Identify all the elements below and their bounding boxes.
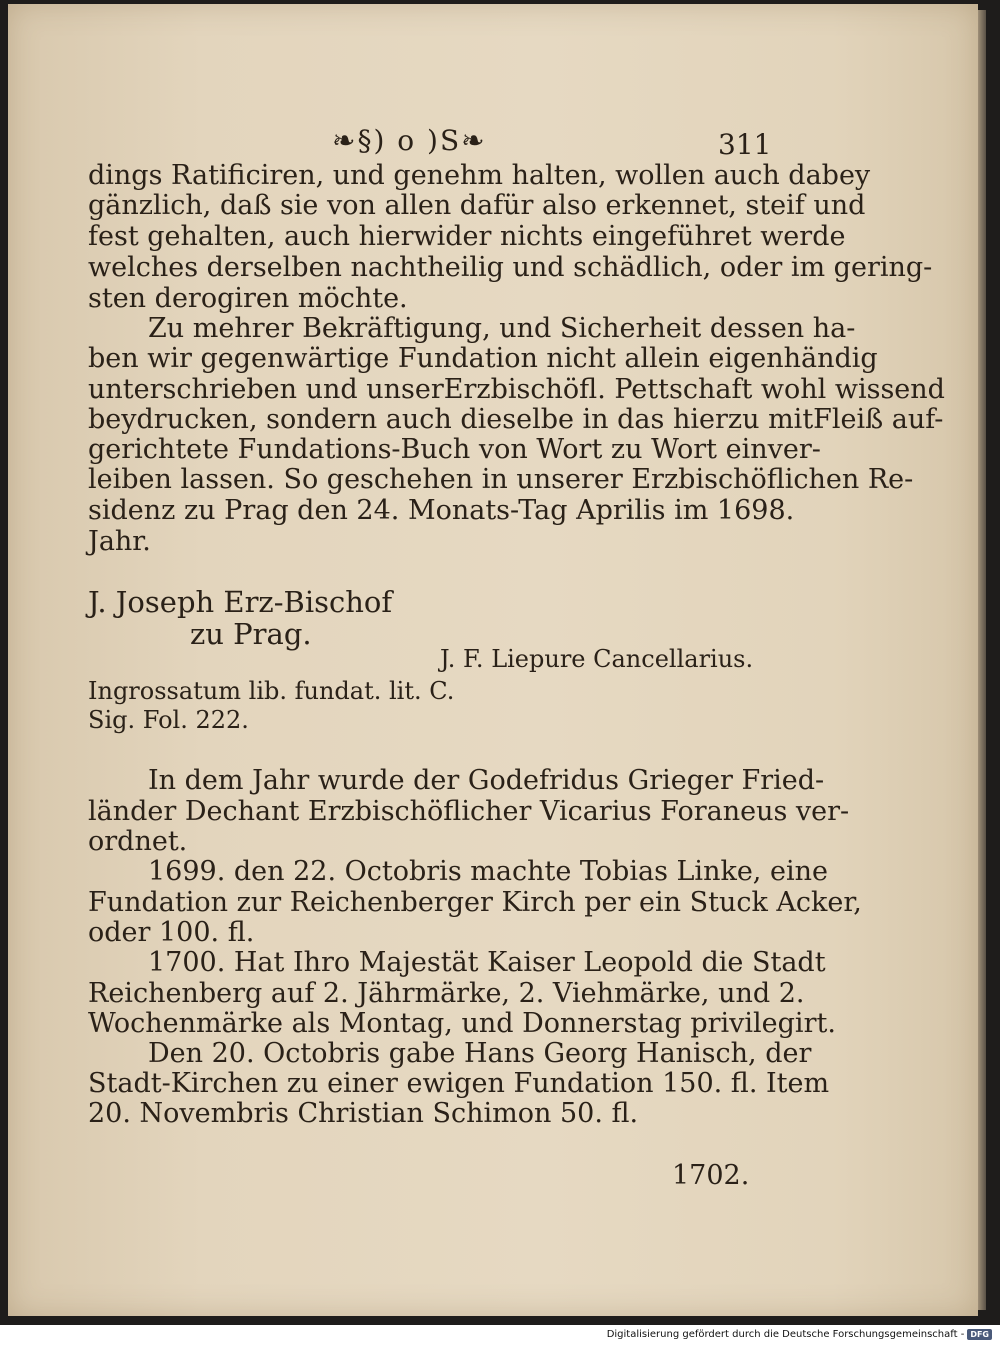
text-line: 20. Novembris Christian Schimon 50. fl. [88,1098,639,1129]
ingrossatum-note: Ingrossatum lib. fundat. lit. C. [88,677,455,705]
text-line: Stadt-Kirchen zu einer ewigen Fundation 150. fl. Item [88,1068,830,1099]
text-line: In dem Jahr wurde der Godefridus Grieger Fried- [148,765,825,796]
chancellor-signature: J. F. Liepure Cancellarius. [440,645,754,673]
digitization-credit [607,1329,992,1340]
text-line: welches derselben nachtheilig und schädlich, oder im gering- [88,252,933,283]
text-line: sidenz zu Prag den 24. Monats-Tag Aprilis im 1698. [88,495,795,526]
page-edge [978,10,986,1310]
signatory-name: J. Joseph Erz-Bischof [88,585,393,619]
page-number: 311 [718,128,772,161]
catchword: 1702. [672,1160,750,1191]
text-line: Wochenmärke als Montag, und Donnerstag privilegirt. [88,1008,836,1039]
text-line: gerichtete Fundations-Buch von Wort zu Wort einver- [88,434,821,465]
credit-text: Digitalisierung gefördert durch die Deutsche Forschungsgemeinschaft - [606,1329,965,1340]
text-line: gänzlich, daß sie von allen dafür also erkennet, steif und [88,190,866,221]
text-line: sten derogiren möchte. [88,283,408,314]
text-line: ben wir gegenwärtige Fundation nicht allein eigenhändig [88,343,878,374]
text-line: Den 20. Octobris gabe Hans Georg Hanisch, der [148,1038,812,1069]
text-line: unterschrieben und unserErzbischöfl. Pettschaft wohl wissend [88,374,945,405]
text-line: länder Dechant Erzbischöflicher Vicarius Foraneus ver- [88,796,850,827]
text-line: Reichenberg auf 2. Jährmärke, 2. Viehmärke, und 2. [88,978,805,1009]
text-line: fest gehalten, auch hierwider nichts eingeführet werde [88,221,846,252]
text-line: Fundation zur Reichenberger Kirch per ein Stuck Acker, [88,887,862,918]
header-ornament: ❧§) o )S❧ [332,124,487,157]
text-line: beydrucken, sondern auch dieselbe in das hierzu mitFleiß auf- [88,404,944,435]
text-line: leiben lassen. So geschehen in unserer Erzbischöflichen Re- [88,464,914,495]
text-line: oder 100. fl. [88,917,255,948]
text-line: Jahr. [88,526,151,557]
text-line: ordnet. [88,826,188,857]
text-line: 1699. den 22. Octobris machte Tobias Linke, eine [148,856,828,887]
text-line: dings Ratificiren, und genehm halten, wollen auch dabey [88,160,871,191]
signatory-place: zu Prag. [190,617,312,651]
dfg-logo: DFG [967,1329,992,1340]
text-line: 1700. Hat Ihro Majestät Kaiser Leopold die Stadt [148,947,826,978]
text-line: Zu mehrer Bekräftigung, und Sicherheit dessen ha- [148,313,856,344]
folio-note: Sig. Fol. 222. [88,706,249,734]
